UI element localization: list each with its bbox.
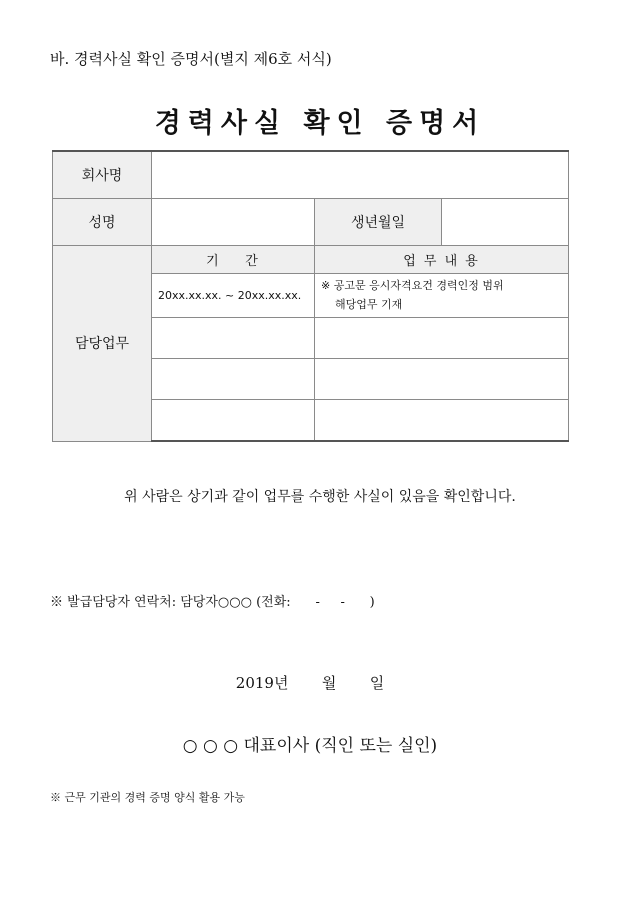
issuer-contact: ※ 발급담당자 연락처: 담당자○○○ (전화: - - ) <box>50 595 375 610</box>
confirmation-statement: 위 사람은 상기과 같이 업무를 수행한 사실이 있음을 확인합니다. <box>124 489 516 505</box>
duty-header: 업 무 내 용 <box>315 245 569 273</box>
name-label: 성명 <box>53 198 152 245</box>
duty-note-line2: 해당업무 기재 <box>335 297 403 311</box>
duty-cell <box>315 358 569 399</box>
birth-value <box>442 198 569 245</box>
footnote: ※ 근무 기관의 경력 증명 양식 활용 가능 <box>50 791 245 804</box>
duty-header-row <box>53 245 569 273</box>
period-cell: 20xx.xx.xx. ~ 20xx.xx.xx. <box>152 273 315 317</box>
name-value <box>152 198 315 245</box>
duty-cell <box>315 399 569 441</box>
representative-signature: ○ ○ ○ 대표이사 (직인 또는 실인) <box>182 736 438 756</box>
document-title: 경력사실 확인 증명서 <box>154 108 486 139</box>
company-value <box>152 151 569 198</box>
period-cell <box>152 358 315 399</box>
period-cell <box>152 399 315 441</box>
career-certificate-table <box>52 150 569 442</box>
period-cell <box>152 317 315 358</box>
duty-cell <box>315 317 569 358</box>
duty-cell <box>315 273 569 317</box>
company-row <box>53 151 569 198</box>
birth-label: 생년월일 <box>315 198 442 245</box>
name-row <box>53 198 569 245</box>
duty-label: 담당업무 <box>53 245 152 441</box>
issue-date: 2019년 월 일 <box>235 674 385 692</box>
company-label: 회사명 <box>53 151 152 198</box>
form-heading: 바. 경력사실 확인 증명서(별지 제6호 서식) <box>50 50 332 68</box>
duty-note-line1: ※ 공고문 응시자격요건 경력인정 범위 <box>321 278 504 292</box>
period-header: 기 간 <box>152 245 315 273</box>
